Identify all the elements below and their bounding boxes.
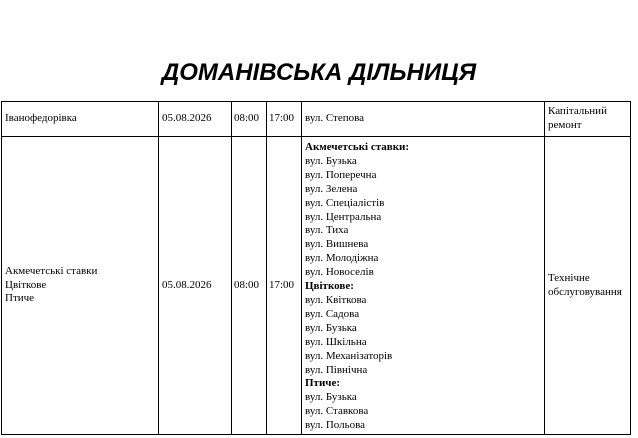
end-time-cell: 17:00: [267, 102, 302, 137]
reason-cell: [545, 137, 631, 435]
reason-text: Капітальний ремонт: [548, 105, 607, 131]
street-name: вул. Новоселів: [305, 266, 374, 279]
settlement-name: Іванофедорівка: [5, 112, 77, 125]
street-name: вул. Зелена: [305, 182, 358, 195]
settlement-name: Птиче: [5, 292, 35, 305]
street-name: вул. Бузька: [305, 321, 357, 334]
settlement-group-header: Птиче:: [305, 377, 341, 390]
street-name: вул. Поперечна: [305, 168, 377, 181]
settlement-name: Цвіткове: [5, 278, 47, 291]
table-row: [2, 102, 631, 137]
reason-text: Технічне обслуговування: [548, 271, 622, 298]
settlement-cell: [2, 137, 159, 435]
settlement-group-header: Акмечетські ставки:: [305, 141, 410, 153]
street-name: вул. Шкільна: [305, 335, 367, 348]
street-name: вул. Польова: [305, 419, 366, 432]
settlement-cell: [2, 102, 159, 137]
streets-cell: [302, 137, 545, 435]
street-name: вул. Тиха: [305, 224, 349, 237]
end-time-cell: 17:00: [267, 137, 302, 435]
street-name: вул. Квіткова: [305, 293, 367, 306]
settlement-group-header: Цвіткове:: [305, 280, 354, 293]
street-name: вул. Бузька: [305, 154, 357, 167]
street-name: вул. Спеціалістів: [305, 196, 385, 209]
street-name: вул. Ставкова: [305, 405, 369, 418]
start-time-cell: 08:00: [232, 137, 267, 435]
date-cell: 05.08.2026: [159, 102, 232, 137]
outage-schedule-table: [1, 101, 631, 435]
street-name: вул. Центральна: [305, 210, 382, 223]
start-time-cell: 08:00: [232, 102, 267, 137]
table-row: [2, 137, 631, 435]
page-title: ДОМАНІВСЬКА ДІЛЬНИЦЯ: [161, 59, 477, 86]
date-cell: 05.08.2026: [159, 137, 232, 435]
settlement-name: Акмечетські ставки: [5, 264, 98, 277]
street-name: вул. Молодіжна: [305, 252, 379, 265]
street-name: вул. Садова: [305, 307, 360, 320]
streets-cell: [302, 102, 545, 137]
street-name: вул. Північна: [305, 363, 368, 376]
street-name: вул. Степова: [305, 112, 365, 125]
reason-cell: [545, 102, 631, 137]
street-name: вул. Вишнева: [305, 238, 369, 251]
street-name: вул. Бузька: [305, 391, 357, 404]
street-name: вул. Механізаторів: [305, 349, 393, 362]
